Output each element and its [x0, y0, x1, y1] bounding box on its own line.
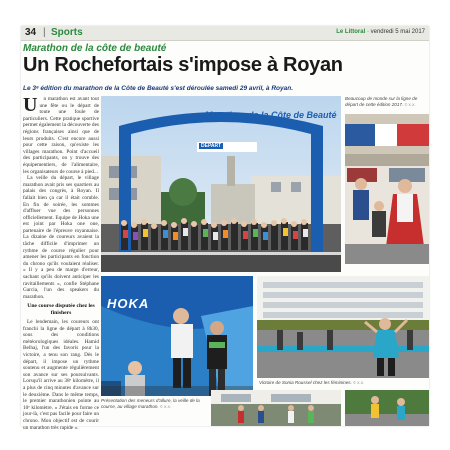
start-line-photo [101, 96, 341, 272]
crowd-illustration [345, 114, 429, 264]
finish-area-photo [211, 390, 341, 426]
paragraph: Le lendemain, les coureurs ont franchi la ligne de départ à 8h30, sous des conditions météorologiques idéales. Hamid Belhaj, l'un des favoris pour la victoire, a tenu son rang. Dès le départ, il impose un rythme soutenu et augmente régulièrement son avance sur ses poursuivants. Lorsqu'il arrive au 38ᵉ kilomètre, il a plus de cinq minutes d'avance sur le deuxième. Dans le même temps, le premier marathonien pointe au 10ᵉ kilomètre. « J'étais en forme ce jour-là, c'est pas facile pour faire un chrono. Mon objectif est de courir un marathon très rapide ». [23, 319, 100, 431]
article-lede: Le 3ᵉ édition du marathon de la Côte de Beauté s'est déroulée samedi 29 avril, à Royan. [23, 85, 293, 92]
runners-illustration [345, 390, 429, 426]
paragraph: n marathon est avant tout une fête ou le départ de toute une foule de particuliers. Cette pratique sportive permet également la découverte des régions françaises ainsi que de leurs produits. C'est encore aussi pour cette raison, qu'existe les villages marathon. Point d'accueil des participants, on y trouve des équipementiers, de l'alimentaire, les organisateurs de course à pied... [23, 96, 99, 175]
pacers-photo [101, 276, 253, 396]
start-line-illustration [101, 96, 341, 272]
caption-text: Beaucoup de monde sur la ligne de départ de cette édition 2017. [345, 96, 418, 107]
article-headline: Un Rochefortais s'impose à Royan [23, 54, 343, 76]
winner-illustration [257, 276, 429, 378]
crowd-photo [345, 114, 429, 264]
hoka-logo: HOKA [107, 296, 150, 311]
article-subhead: Une course disputée chez les finishers [27, 303, 95, 317]
caption-text: Victoire de Sonia Roussel chez les féminines. [259, 380, 352, 385]
photo-credit: © X.X. [160, 404, 172, 409]
page-header [21, 26, 429, 41]
runners-photo [345, 390, 429, 426]
photo-credit: © X.X. [353, 381, 365, 385]
article-kicker: Marathon de la côte de beauté [23, 43, 167, 54]
paragraph: La veille du départ, le village marathon avait pris ses quartiers au palais des congrès, à Royan. Il fallait bien ça car il était comble. En fin de soirée, les sommes d'affluer vue des personnes officiellement. Equipe de Hoka une est joint par Hoka one one, partenaire de l'épreuve royannaise. La dizaine de coureurs avaient la tâche difficile d'imprimer un rythme de course régulier pour amener les participants en fonction du chrono qu'ils voulaient réaliser. « Il y a peu de marge d'erreur, sachant qu'ils doivent anticiper les ravitaillements », confie Stéphane Garcia, l'un des speakers du marathon. [23, 175, 99, 300]
pacers-illustration [101, 276, 253, 396]
newspaper-page [21, 26, 429, 431]
caption-middle-right [259, 380, 427, 387]
caption-text: Présentation des meneurs d'allure, la veille de la course, au village marathon. [101, 398, 200, 409]
header-separator: | [43, 27, 46, 38]
dropcap: U [23, 94, 38, 116]
photo-credit: © X.X. [404, 102, 416, 107]
caption-top-right [345, 96, 429, 108]
paper-info: Le Littoral · vendredi 5 mai 2017 [336, 29, 425, 35]
article-body-column [23, 94, 100, 431]
start-banner: DÉPART [201, 143, 222, 149]
winner-photo [257, 276, 429, 378]
finish-area-illustration [211, 390, 341, 426]
paper-date: vendredi 5 mai 2017 [370, 29, 425, 35]
page-number: 34 [25, 27, 37, 38]
arch-banner-text: Marathon de la Côte de Beauté [205, 110, 337, 120]
paper-name: Le Littoral [336, 29, 366, 35]
section-title: Sports [51, 27, 83, 38]
caption-bottom-left [101, 398, 209, 410]
